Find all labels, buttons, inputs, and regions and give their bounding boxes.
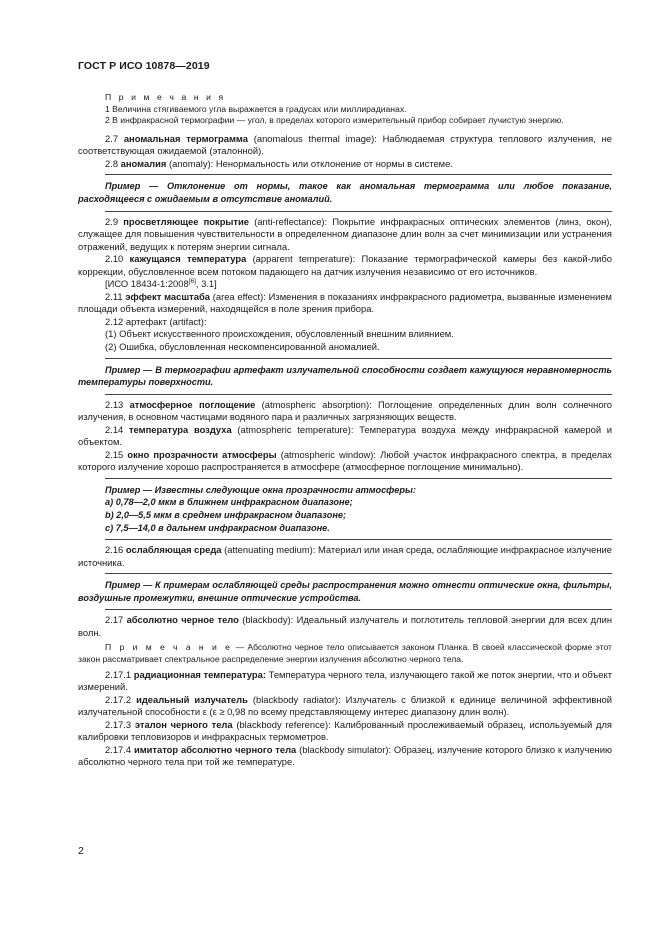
example-text: Пример — Отклонение от нормы, такое как аномальная термограмма или любое показание, расходящееся с ожидаемым в отсутствие аномалий. [78, 181, 612, 204]
term-2-9: 2.9 просветляющее покрытие (anti-reflectance): Покрытие инфракрасных оптических элементов (линз, окон), служащее для повышения чувствительности в определенном диапазоне длин волн за счет минимизации или устранения отражений, ведущих к потерям энергии сигнала. [78, 215, 612, 252]
term-2-7: 2.7 аномальная термограмма (anomalous thermal image): Наблюдаемая структура теплового излучения, не соответствующая ожидаемой (эталонной). [78, 132, 612, 157]
term-2-17-2: 2.17.2 идеальный излучатель (blackbody radiator): Излучатель с близкой к единице величиной эффективной излучательной способности ε (ε ≥ 0,98 по всему представляющему интерес диапазону длин волн). [78, 693, 612, 718]
term-2-17-1: 2.17.1 радиационная температура: Температура черного тела, излучающего такой же поток энергии, что и объект измерений. [78, 668, 612, 693]
list-item: (1) Объект искусственного происхождения, обусловленный внешним влиянием. [105, 328, 454, 340]
note-title: П р и м е ч а н и я [105, 92, 226, 102]
term-2-16: 2.16 ослабляющая среда (attenuating medium): Материал или иная среда, ослабляющие инфракрасное излучение источника. [78, 544, 612, 568]
term-2-15: 2.15 окно прозрачности атмосферы (atmospheric window): Любой участок инфракрасного спектра, в пределах которого излучение хорошо распространяется в атмосфере (атмосферное поглощение минимально). [78, 448, 612, 473]
term-2-14: 2.14 температура воздуха (atmospheric temperature): Температура воздуха между инфракрасной камерой и объектом. [78, 423, 612, 448]
list-item: (2) Ошибка, обусловленная нескомпенсированной аномалией. [105, 340, 380, 352]
divider [105, 211, 612, 212]
example-text: Пример — К примерам ослабляющей среды распространения можно отнести оптические окна, фильтры, воздушные промежутки, внешние оптические устройства. [78, 580, 612, 603]
divider [105, 174, 612, 175]
term-2-10: 2.10 кажущаяся температура (apparent temperature): Показание термографической камеры без какой-либо коррекции, обусловленное всем потоком падающего на датчик излучения независимо от его источников. [78, 253, 612, 277]
page-number: 2 [78, 845, 84, 857]
term-2-8: 2.8 аномалия (anomaly): Ненормальность или отклонение от нормы в системе. [105, 157, 453, 169]
divider [105, 358, 612, 359]
example-list-item: c) 7,5—14,0 в дальнем инфракрасном диапазоне. [105, 522, 330, 533]
example-list-item: b) 2,0—5,5 мкм в среднем инфракрасном диапазоне; [105, 510, 347, 520]
divider [105, 573, 612, 574]
example-list-item: a) 0,78—2,0 мкм в ближнем инфракрасном диапазоне; [105, 497, 353, 508]
note-block: П р и м е ч а н и е — Абсолютно черное тело описывается законом Планка. В своей классической форме этот закон рассматривает спектральное распределение энергии излучения абсолютно черного тела. [78, 642, 612, 664]
example-text: Пример — В термографии артефакт излучательной способности создает кажущуюся неравномерность температуры поверхности. [78, 364, 612, 388]
document-header: ГОСТ Р ИСО 10878—2019 [78, 60, 210, 72]
note-block [78, 92, 612, 127]
note-item: 2 В инфракрасной термографии — угол, в пределах которого измерительный прибор собирает лучистую энергию. [105, 115, 564, 126]
term-2-17-4: 2.17.4 имитатор абсолютно черного тела (blackbody simulator): Образец, излучение которого близко к излучению абсолютно черного тела при той же температуре. [78, 743, 612, 768]
divider [105, 478, 612, 479]
document-body [78, 92, 612, 769]
note-item: 1 Величина стягиваемого угла выражается в градусах или миллирадианах. [105, 103, 407, 114]
term-2-12: 2.12 артефакт (artifact): [105, 315, 207, 327]
example-text: Пример — Известны следующие окна прозрачности атмосферы: [105, 484, 416, 495]
term-2-13: 2.13 атмосферное поглощение (atmospheric absorption): Поглощение определенных длин волн солнечного излучения, в основном частицами водяного пара и различных загрязняющих веществ. [78, 398, 612, 423]
divider [105, 539, 612, 540]
term-2-17: 2.17 абсолютно черное тело (blackbody): Идеальный излучатель и поглотитель тепловой энергии для всех длин волн. [78, 614, 613, 638]
term-2-17-3: 2.17.3 эталон черного тела (blackbody reference): Калиброванный прослеживаемый образец, используемый для калибровки тепловизоров и инфракрасных термометров. [78, 718, 612, 743]
divider [105, 609, 612, 610]
term-2-11: 2.11 эффект масштаба (area effect): Изменения в показаниях инфракрасного радиометра, вызванные изменением площади объекта измерений, находящейся в поле зрения прибора. [78, 290, 612, 315]
divider [105, 394, 612, 395]
reference: [ИСО 18434-1:2008[6], 3.1] [105, 278, 217, 290]
